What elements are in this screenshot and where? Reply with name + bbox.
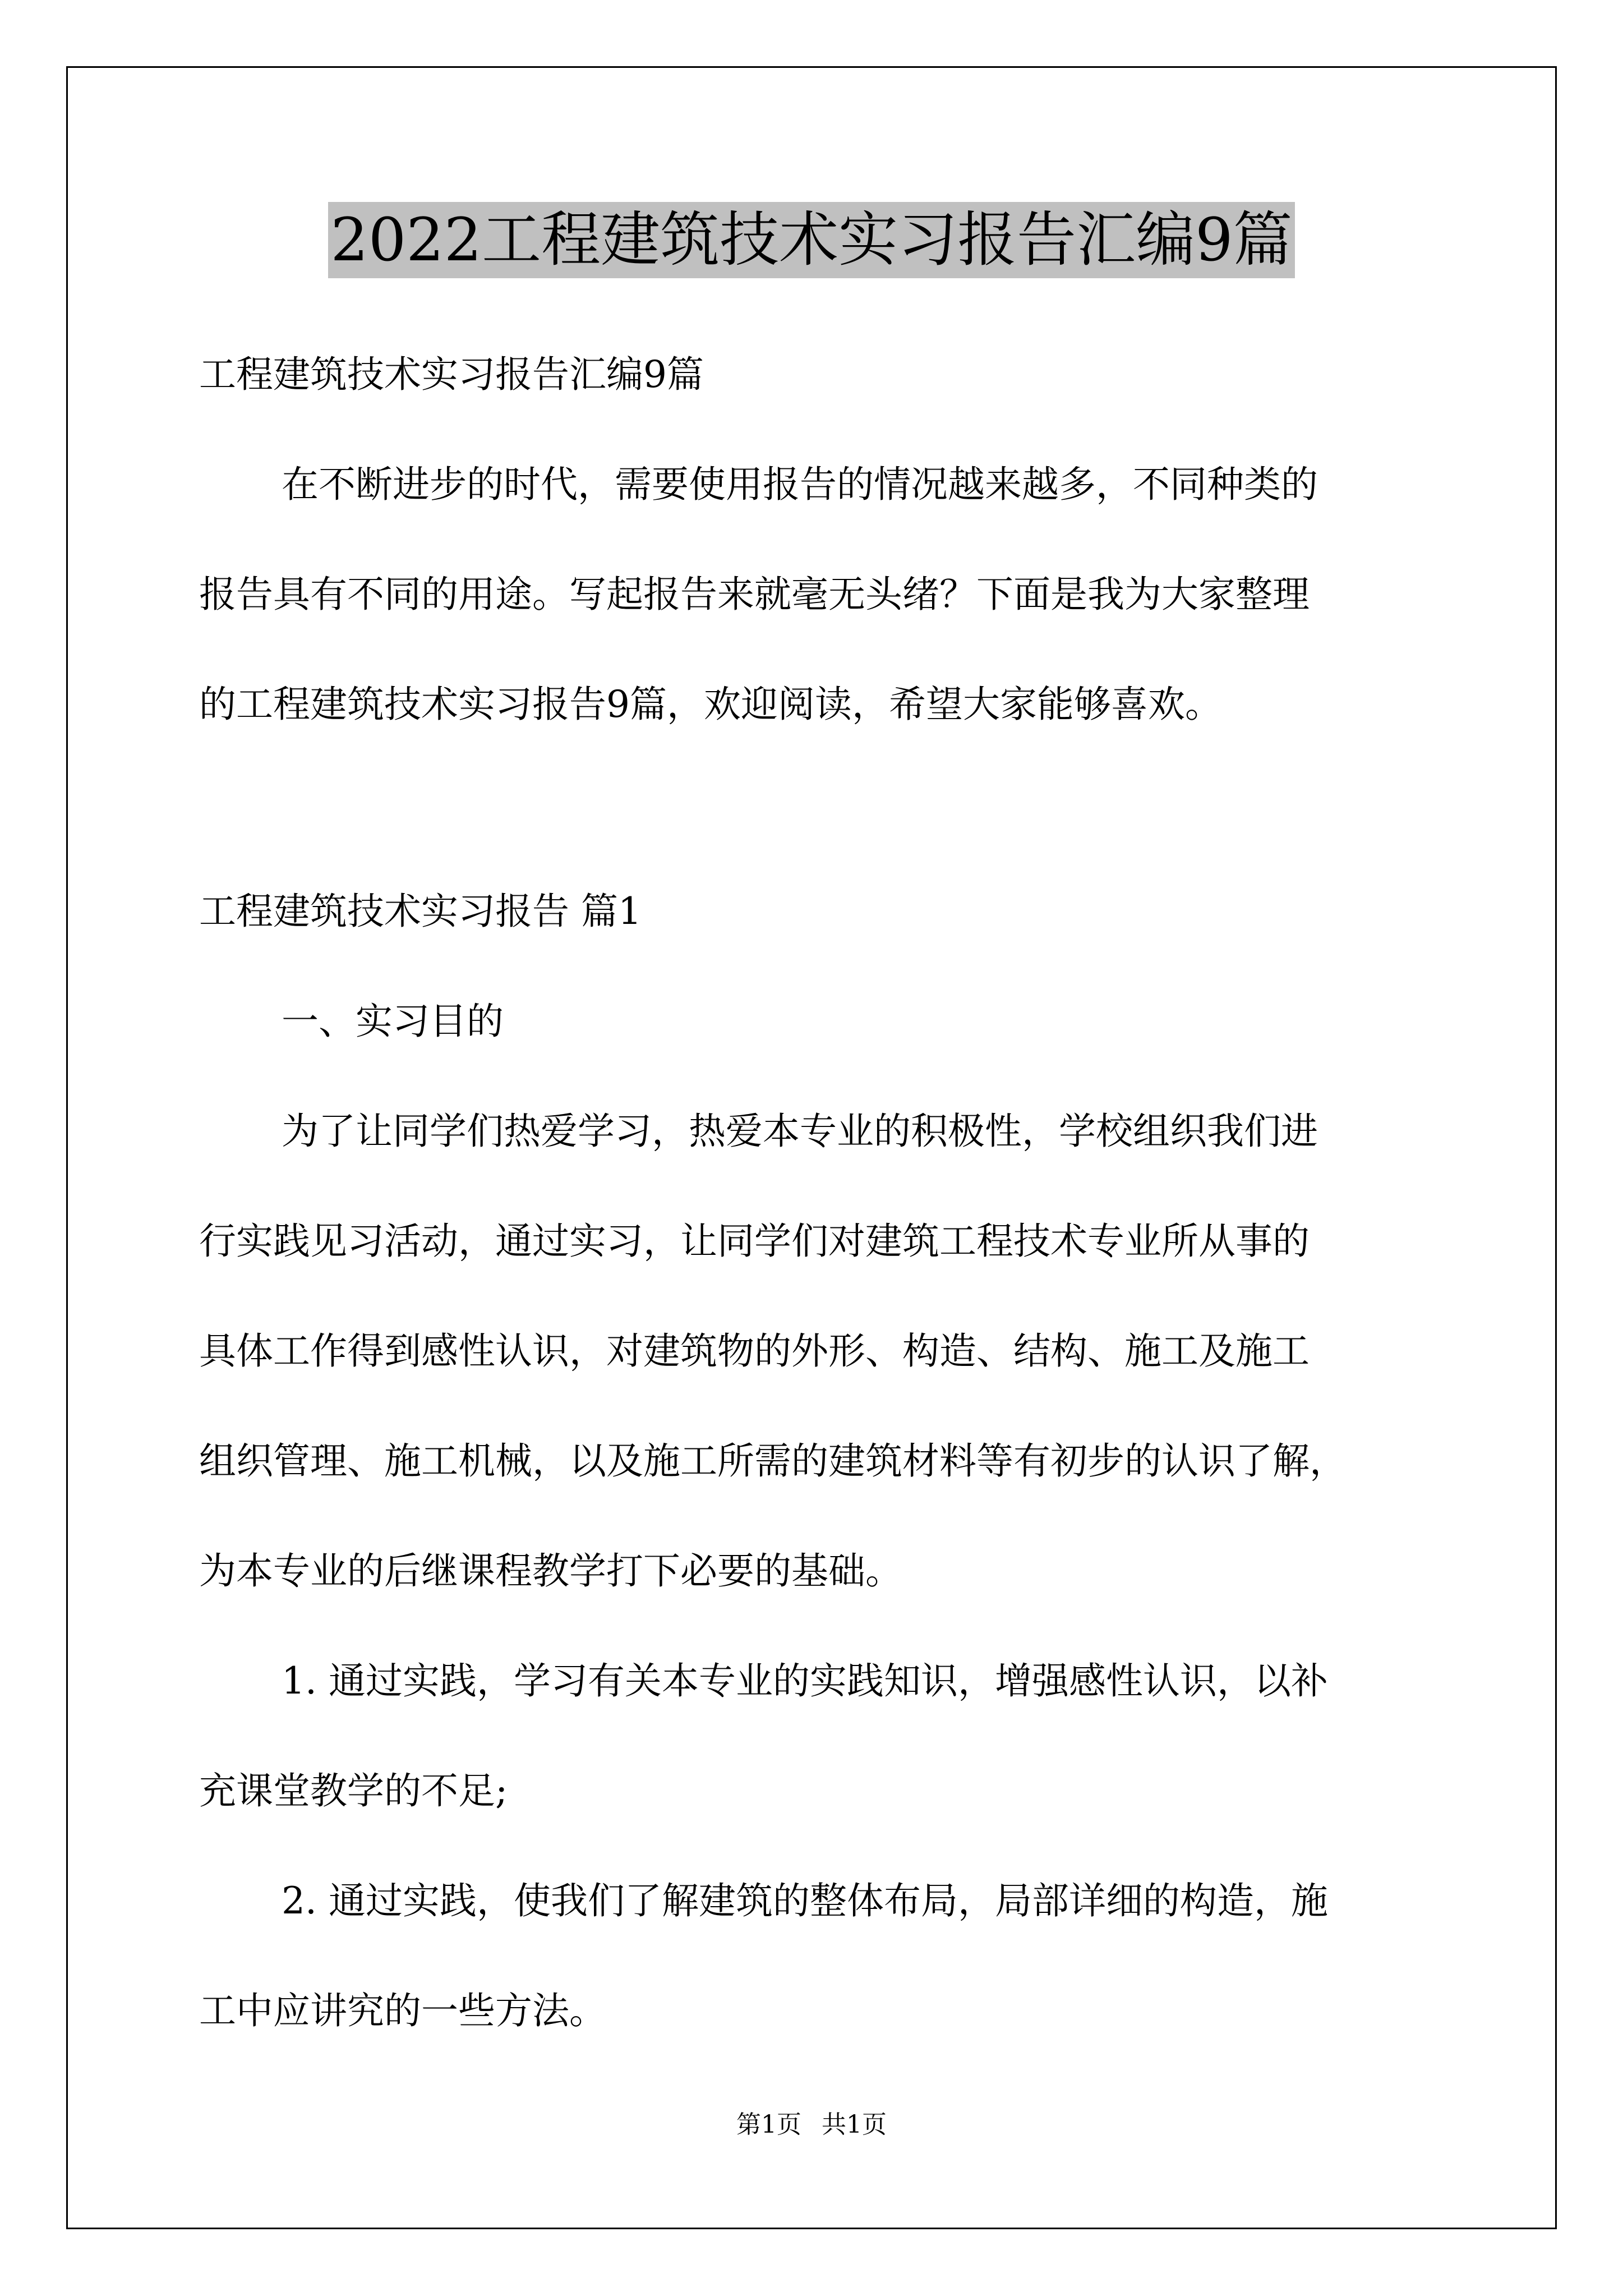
subtitle-line: 工程建筑技术实习报告汇编9篇 — [199, 353, 704, 396]
subsection-heading: 一、实习目的 — [282, 1000, 504, 1043]
list-item-continuation: 工中应讲究的一些方法。 — [199, 1989, 606, 2032]
paragraph-line: 组织管理、施工机械，以及施工所需的建筑材料等有初步的认识了解， — [199, 1439, 1347, 1483]
paragraph-line: 在不断进步的时代，需要使用报告的情况越来越多，不同种类的 — [282, 463, 1318, 506]
list-item: 2. 通过实践，使我们了解建筑的整体布局，局部详细的构造，施 — [282, 1879, 1328, 1922]
title-container — [0, 202, 1623, 278]
paragraph-line: 的工程建筑技术实习报告9篇，欢迎阅读，希望大家能够喜欢。 — [199, 683, 1222, 726]
paragraph-line: 为了让同学们热爱学习，热爱本专业的积极性，学校组织我们进 — [282, 1110, 1318, 1153]
page-number: 第1页 — [736, 2110, 801, 2139]
paragraph-line: 报告具有不同的用途。写起报告来就毫无头绪？下面是我为大家整理 — [199, 573, 1310, 616]
paragraph-line: 具体工作得到感性认识，对建筑物的外形、构造、结构、施工及施工 — [199, 1329, 1310, 1373]
list-item-continuation: 充课堂教学的不足; — [199, 1769, 508, 1812]
document-title: 2022工程建筑技术实习报告汇编9篇 — [328, 202, 1294, 278]
paragraph-line: 行实践见习活动，通过实习，让同学们对建筑工程技术专业所从事的 — [199, 1220, 1310, 1263]
paragraph-line: 为本专业的后继课程教学打下必要的基础。 — [199, 1549, 902, 1593]
page-footer — [0, 2109, 1623, 2141]
list-item: 1. 通过实践，学习有关本专业的实践知识，增强感性认识，以补 — [282, 1659, 1328, 1703]
section-heading: 工程建筑技术实习报告 篇1 — [199, 890, 642, 933]
page-total: 共1页 — [822, 2110, 887, 2139]
